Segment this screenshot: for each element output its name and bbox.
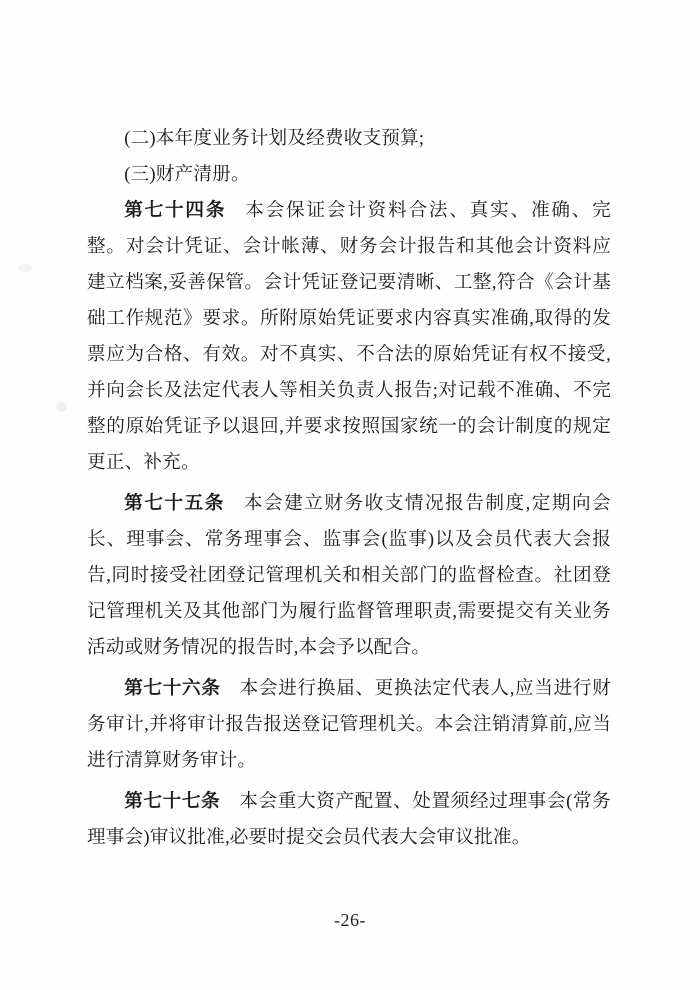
article-paragraph: 第七十四条 本会保证会计资料合法、真实、准确、完整。对会计凭证、会计帐薄、财务会计报告和其他会计资料应建立档案,妥善保管。会计凭证登记要清晰、工整,符合《会计基础工作规范》要求。所附原始凭证要求内容真实准确,取得的发票应为合格、有效。对不真实、不合法的原始凭证有权不接受,并向会长及法定代表人等相关负责人报告;对记载不准确、不完整的原始凭证予以退回,并要求按照国家统一的会计制度的规定更正、补充。 [87,200,611,473]
scan-artifact [56,402,67,412]
scan-artifact [18,264,32,272]
list-item-paragraph: (二)本年度业务计划及经费收支预算; [124,128,425,149]
article-number: 第七十四条 [124,200,227,221]
article-paragraph: 第七十六条 本会进行换届、更换法定代表人,应当进行财务审计,并将审计报告报送登记管理机关。本会注销清算前,应当进行清算财务审计。 [87,678,611,771]
document-body [87,121,611,856]
article-number: 第七十五条 [124,493,225,514]
article-paragraph: 第七十五条 本会建立财务收支情况报告制度,定期向会长、理事会、常务理事会、监事会(监事)以及会员代表大会报告,同时接受社团登记管理机关和相关部门的监督检查。社团登记管理机关及其他部门为履行监督管理职责,需要提交有关业务活动或财务情况的报告时,本会予以配合。 [87,493,611,658]
article-number: 第七十七条 [124,791,221,812]
page-number: -26- [334,910,366,930]
list-item-paragraph: (三)财产清册。 [124,164,250,185]
article-paragraph: 第七十七条 本会重大资产配置、处置须经过理事会(常务理事会)审议批准,必要时提交会员代表大会审议批准。 [87,791,611,848]
article-number: 第七十六条 [124,678,221,699]
